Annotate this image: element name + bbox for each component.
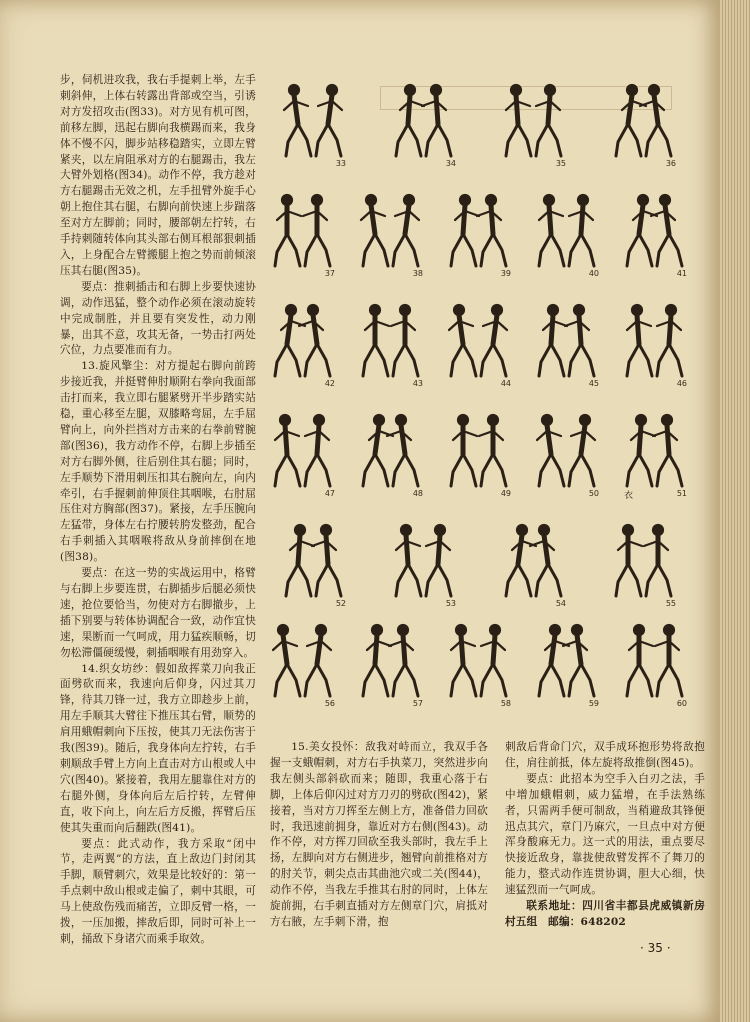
figure-number: 58 xyxy=(500,699,511,708)
martial-arts-figure xyxy=(615,186,693,278)
paragraph: 要点：在这一势的实战运用中，格臂与右脚上步要连贯，右脚插步后腿必须快速，抢位要恰当，勿使对方右脚撤步，上插下别要与转体协调配合一致，动作宜快速，果断而一气呵成，用力猛疾顺畅，切勿松滞僵硬缓慢，刺插咽喉有用劲穿入。 xyxy=(60,567,256,659)
figure-number: 39 xyxy=(500,269,511,278)
paragraph: 要点：此式动作，我方采取“闭中节，走两翼”的方法，直上敌边门封闭其手脚，顺臂刺穴，效果是比较好的：第一手点刺中敌山根或走偏了，刺中其眼，可马上使敌伤残而痛苦，立即反臂一格，一拨，一压加搬，摔敌后即，同时可补上一刺，捅敌下身诸穴而乘手取效。 xyxy=(60,837,256,945)
figure-number: 40 xyxy=(588,269,599,278)
figure-number: 52 xyxy=(335,599,346,608)
martial-arts-figure xyxy=(351,616,429,708)
illustration-figures xyxy=(258,76,698,731)
page-edge-stack xyxy=(720,0,750,1022)
martial-arts-figure xyxy=(274,516,352,608)
martial-arts-figure xyxy=(615,616,693,708)
martial-arts-figure xyxy=(615,406,693,498)
figure-extra-label: 衣 xyxy=(624,491,634,501)
paragraph: 13.旋风擎尘：对方提起右脚向前跨步接近我，并挺臂伸肘顺附右拳向我面部击打而来，我立即右腿紧劈开半步踏实站稳，重心移至左腿，双膝略弯屈，左手屈臂向上，向外拦挡对方击来的右拳前臂腕部(图36)，我方动作不停，右脚上步插至对方右脚外侧，往后别住其右腿；同时，左手顺势下滑用刺压扣其右腕向左，向内牵引，右手握刺前伸顶住其咽喉，右肘屈压住对方胸部(图37)。紧接，左手压腕向左猛带，身体左右拧腰转胯发整劲，配合右手刺插入其咽喉将敌从身前摔倒在地(图38)。 xyxy=(60,360,256,564)
martial-arts-figure xyxy=(439,296,517,388)
figure-row xyxy=(258,406,698,496)
paragraph: 14.织女坊纱：假如敌挥菜刀向我正面劈砍而来，我速向后仰身，闪过其刀锋，待其刀锋一过，我方立即趁步上前，用左手顺其大臂往下推压其右臂，顺势的肩用蛾帽刺向下压按，使其刀无法伤害于我(图39)。随后，我身体向左拧转，右手刺顺敌手臂上方向上直击对方山根或人中穴(图40)。紧接着，我用左腿靠住对方的右腿外侧，身体向后左后拧转，左臂伸直，收下向上，向左后方反搬，挥臂后压使其失重而向后翻跌(图41)。 xyxy=(60,662,256,834)
martial-arts-figure xyxy=(494,516,572,608)
figure-number: 41 xyxy=(676,269,687,278)
figure-number: 60 xyxy=(676,699,687,708)
figure-number: 54 xyxy=(555,599,566,608)
martial-arts-figure xyxy=(439,186,517,278)
figure-row xyxy=(258,76,698,166)
figure-number: 38 xyxy=(412,269,423,278)
figure-number: 44 xyxy=(500,379,511,388)
martial-arts-figure xyxy=(263,186,341,278)
martial-arts-figure xyxy=(615,296,693,388)
contact-address: 联系地址：四川省丰都县虎威镇新房村五组 邮编：648202 xyxy=(505,900,705,928)
paragraph: 步，伺机进攻我，我右手提刺上举，左手刺斜伸，上体右转露出背部或空当，引诱对方发招攻击(图33)。对方见有机可图，前移左脚，迅起右脚向我横踢而来，我身体不慢不闪，脚步站移稳踏实，立即左臂紧夹，以左肩阻承对方的右腿踢击，我左大臂外划格(图34)。动作不停，我方趁对方右腿踢击无效之机，左手扭臂外旋手心朝上抱住其右腿，右脚向前快速上步踹落至对方左脚前；同时，腰部朝左拧转，右手持刺随转体向其头部右侧耳根部狠刺插入，上身配合左臂搬腿上抱之势而前倾滚压其右腿(图35)。 xyxy=(60,74,256,277)
figure-number: 59 xyxy=(588,699,599,708)
figure-number: 43 xyxy=(412,379,423,388)
paragraph: 15.美女投怀：敌我对峙而立，我双手各握一支蛾帽刺，对方右手执菜刀，突然进步向我左侧头部斜砍而来；随即，我重心落于右脚，上体后仰闪过对方刀刃的劈砍(图42)，紧接着，当对方刀挥至左侧上方，准备借力回砍时，我迅速前拥身，靠近对方右侧(图43)。动作不停，对方挥刀回砍至我头部时，我左手上扬，左脚向对方右侧进步，翘臂向前推格对方的肘关节，刺尖点击其曲池穴或二关(图44)，动作不停，当我左手推其右肘的同时，上体左旋前拥，右手刺直插对方左侧章门穴，肩抵对方右腋，左手刺下滑，抱 xyxy=(270,741,488,928)
martial-arts-figure xyxy=(263,616,341,708)
figure-row xyxy=(258,616,698,706)
martial-arts-figure xyxy=(384,76,462,168)
figure-number: 49 xyxy=(500,489,511,498)
figure-number: 48 xyxy=(412,489,423,498)
figure-number: 35 xyxy=(555,159,566,168)
martial-arts-figure xyxy=(274,76,352,168)
martial-arts-figure xyxy=(351,296,429,388)
figure-number: 37 xyxy=(324,269,335,278)
figure-number: 51 xyxy=(676,489,687,498)
martial-arts-figure xyxy=(604,76,682,168)
martial-arts-figure xyxy=(527,616,605,708)
martial-arts-figure xyxy=(439,616,517,708)
figure-number: 46 xyxy=(676,379,687,388)
paragraph: 要点：推刺插击和右脚上步要快速协调，动作迅猛，整个动作必须在滚动旋转中完成制胜，并且要有突发性，动力刚暴，出其不意，攻其无备，一势击打两处穴位，力点要准而有力。 xyxy=(60,280,256,357)
paragraph: 刺敌后背命门穴，双手成环抱形势将敌抱住，肩往前抵，体左旋将敌推倒(图45)。 xyxy=(505,741,705,769)
figure-number: 34 xyxy=(445,159,456,168)
figure-number: 55 xyxy=(665,599,676,608)
left-text-column xyxy=(60,73,256,948)
figure-number: 45 xyxy=(588,379,599,388)
figure-number: 36 xyxy=(665,159,676,168)
paragraph: 要点：此招本为空手入白刃之法，手中增加蛾帽刺，威力猛增，在手法熟练者，只需两手便可制敌，当稍避敌其锋便迅点其穴，章门乃麻穴，一旦点中对方便浑身酸麻无力。这一式的用法，重点要尽快接近敌身，靠拢使敌臂发挥不了舞刀的能力，整式动作连贯协调，胆大心细，快速猛烈而一气呵成。 xyxy=(505,772,705,897)
martial-arts-figure xyxy=(604,516,682,608)
martial-arts-figure xyxy=(527,186,605,278)
figure-row xyxy=(258,516,698,606)
martial-arts-figure xyxy=(527,296,605,388)
figure-number: 56 xyxy=(324,699,335,708)
martial-arts-figure xyxy=(494,76,572,168)
middle-text-column xyxy=(270,740,488,931)
figure-number: 57 xyxy=(412,699,423,708)
martial-arts-figure xyxy=(439,406,517,498)
figure-number: 33 xyxy=(335,159,346,168)
martial-arts-figure xyxy=(263,406,341,498)
figure-number: 53 xyxy=(445,599,456,608)
figure-row xyxy=(258,186,698,276)
martial-arts-figure xyxy=(263,296,341,388)
martial-arts-figure xyxy=(351,186,429,278)
martial-arts-figure xyxy=(527,406,605,498)
martial-arts-figure xyxy=(351,406,429,498)
martial-arts-figure xyxy=(384,516,462,608)
figure-number: 47 xyxy=(324,489,335,498)
figure-row xyxy=(258,296,698,386)
page-number: · 35 · xyxy=(640,941,671,955)
right-text-column xyxy=(505,740,705,931)
figure-number: 50 xyxy=(588,489,599,498)
figure-number: 42 xyxy=(324,379,335,388)
